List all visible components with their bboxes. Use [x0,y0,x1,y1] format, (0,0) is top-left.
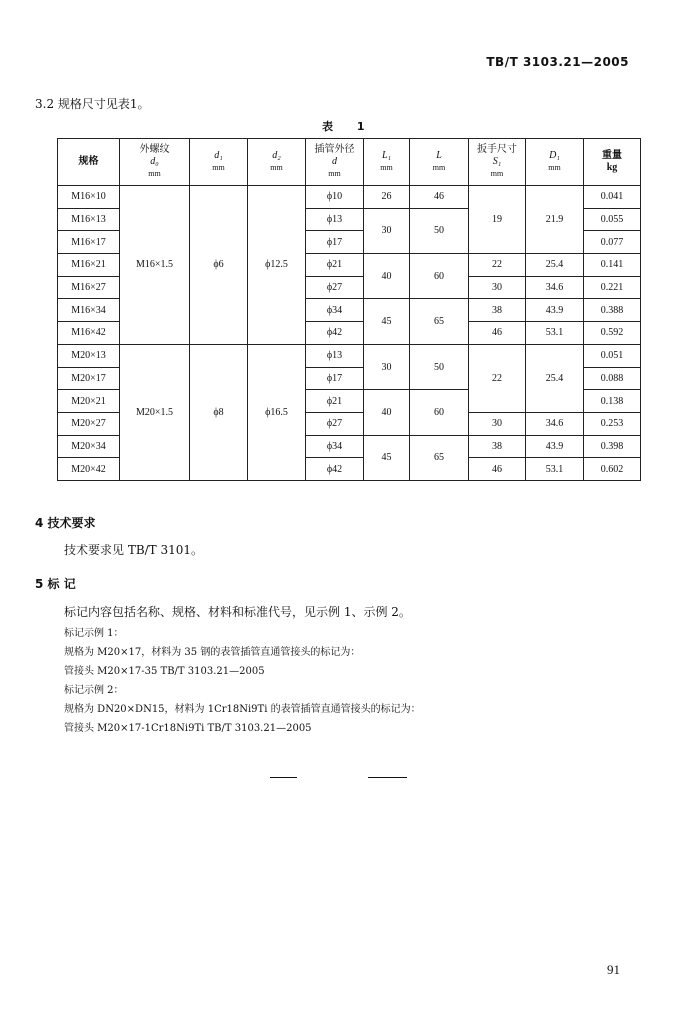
cell-d: ϕ34 [306,299,364,322]
cell-l: 50 [410,208,469,253]
cell-s1: 22 [469,344,526,412]
table-row [58,186,641,209]
cell-l: 65 [410,435,469,480]
cell-l1: 30 [364,344,410,389]
spec-table [57,138,641,481]
cell-spec: M20×21 [58,390,120,413]
example-2-description: 规格为 DN20×DN15，材料为 1Cr18Ni9Ti 的表管插管直通管接头的标记为： [64,704,421,715]
cell-l1: 45 [364,299,410,344]
page-number: 91 [607,962,620,977]
cell-s1: 38 [469,435,526,458]
cell-d0: M20×1.5 [120,344,190,480]
cell-l: 65 [410,299,469,344]
cell-l: 60 [410,390,469,435]
col-header-s1: 扳手尺寸 S₁ mm [469,139,526,186]
cell-s1: 30 [469,412,526,435]
cell-d: ϕ34 [306,435,364,458]
cell-weight: 0.088 [584,367,641,390]
table-title: 表 1 [322,120,375,133]
cell-spec: M20×27 [58,412,120,435]
col-header-d-outer: D₁ mm [526,139,584,186]
cell-l1: 30 [364,208,410,253]
cell-d-outer: 21.9 [526,186,584,254]
col-header-d: 插管外径 d mm [306,139,364,186]
cell-weight: 0.221 [584,276,641,299]
cell-l1: 26 [364,186,410,209]
cell-d2: ϕ16.5 [248,344,306,480]
cell-weight: 0.602 [584,458,641,481]
cell-s1: 30 [469,276,526,299]
cell-d: ϕ27 [306,276,364,299]
cell-spec: M16×13 [58,208,120,231]
table-header-row [58,139,641,186]
cell-s1: 46 [469,322,526,345]
cell-d: ϕ21 [306,390,364,413]
cell-weight: 0.253 [584,412,641,435]
cell-spec: M20×17 [58,367,120,390]
cell-weight: 0.041 [584,186,641,209]
cell-d: ϕ13 [306,344,364,367]
cell-d: ϕ17 [306,231,364,254]
cell-spec: M16×21 [58,254,120,277]
example-1-description: 规格为 M20×17，材料为 35 钢的表管插管直通管接头的标记为： [64,647,361,658]
cell-d: ϕ21 [306,254,364,277]
cell-d-outer: 25.4 [526,254,584,277]
cell-spec: M20×13 [58,344,120,367]
example-1-mark: 管接头 M20×17-35 TB/T 3103.21—2005 [64,666,265,677]
section-5-heading: 5 标 记 [35,577,76,591]
cell-d2: ϕ12.5 [248,186,306,345]
col-header-d2: d₂ mm [248,139,306,186]
cell-d0: M16×1.5 [120,186,190,345]
cell-d: ϕ42 [306,458,364,481]
standard-number: TB/T 3103.21—2005 [486,55,629,69]
col-header-weight: 重量 kg [584,139,641,186]
col-header-l1: L₁ mm [364,139,410,186]
cell-spec: M16×42 [58,322,120,345]
cell-d1: ϕ6 [190,186,248,345]
cell-l: 46 [410,186,469,209]
cell-weight: 0.077 [584,231,641,254]
cell-s1: 38 [469,299,526,322]
cell-d1: ϕ8 [190,344,248,480]
cell-spec: M16×34 [58,299,120,322]
section-3-2-text: 3.2 规格尺寸见表1。 [35,97,150,111]
cell-d: ϕ42 [306,322,364,345]
cell-weight: 0.388 [584,299,641,322]
cell-spec: M16×27 [58,276,120,299]
example-2-mark: 管接头 M20×17-1Cr18Ni9Ti TB/T 3103.21—2005 [64,723,312,734]
cell-d-outer: 43.9 [526,435,584,458]
cell-spec: M20×42 [58,458,120,481]
cell-l: 60 [410,254,469,299]
cell-weight: 0.592 [584,322,641,345]
cell-weight: 0.051 [584,344,641,367]
col-header-d1: d₁ mm [190,139,248,186]
section-5-text: 标记内容包括名称、规格、材料和标准代号，见示例 1、示例 2。 [64,605,411,619]
cell-spec: M20×34 [58,435,120,458]
cell-s1: 46 [469,458,526,481]
cell-d: ϕ13 [306,208,364,231]
cell-s1: 19 [469,186,526,254]
cell-weight: 0.141 [584,254,641,277]
cell-d-outer: 34.6 [526,412,584,435]
cell-weight: 0.398 [584,435,641,458]
col-header-l: L mm [410,139,469,186]
cell-weight: 0.138 [584,390,641,413]
cell-l1: 45 [364,435,410,480]
cell-d-outer: 53.1 [526,458,584,481]
example-1-label: 标记示例 1： [64,628,124,639]
cell-weight: 0.055 [584,208,641,231]
example-2-label: 标记示例 2： [64,685,124,696]
cell-spec: M16×17 [58,231,120,254]
end-rule-right [368,777,407,778]
section-4-text: 技术要求见 TB/T 3101。 [64,543,204,557]
cell-d-outer: 25.4 [526,344,584,412]
cell-spec: M16×10 [58,186,120,209]
col-header-spec: 规格 [58,139,120,186]
cell-d-outer: 53.1 [526,322,584,345]
cell-d: ϕ27 [306,412,364,435]
cell-d-outer: 43.9 [526,299,584,322]
cell-l1: 40 [364,254,410,299]
end-rule-left [270,777,297,778]
cell-l1: 40 [364,390,410,435]
table-row [58,344,641,367]
cell-l: 50 [410,344,469,389]
section-4-heading: 4 技术要求 [35,516,96,530]
cell-s1: 22 [469,254,526,277]
cell-d: ϕ17 [306,367,364,390]
cell-d: ϕ10 [306,186,364,209]
col-header-d0: 外螺纹 d₀ mm [120,139,190,186]
cell-d-outer: 34.6 [526,276,584,299]
